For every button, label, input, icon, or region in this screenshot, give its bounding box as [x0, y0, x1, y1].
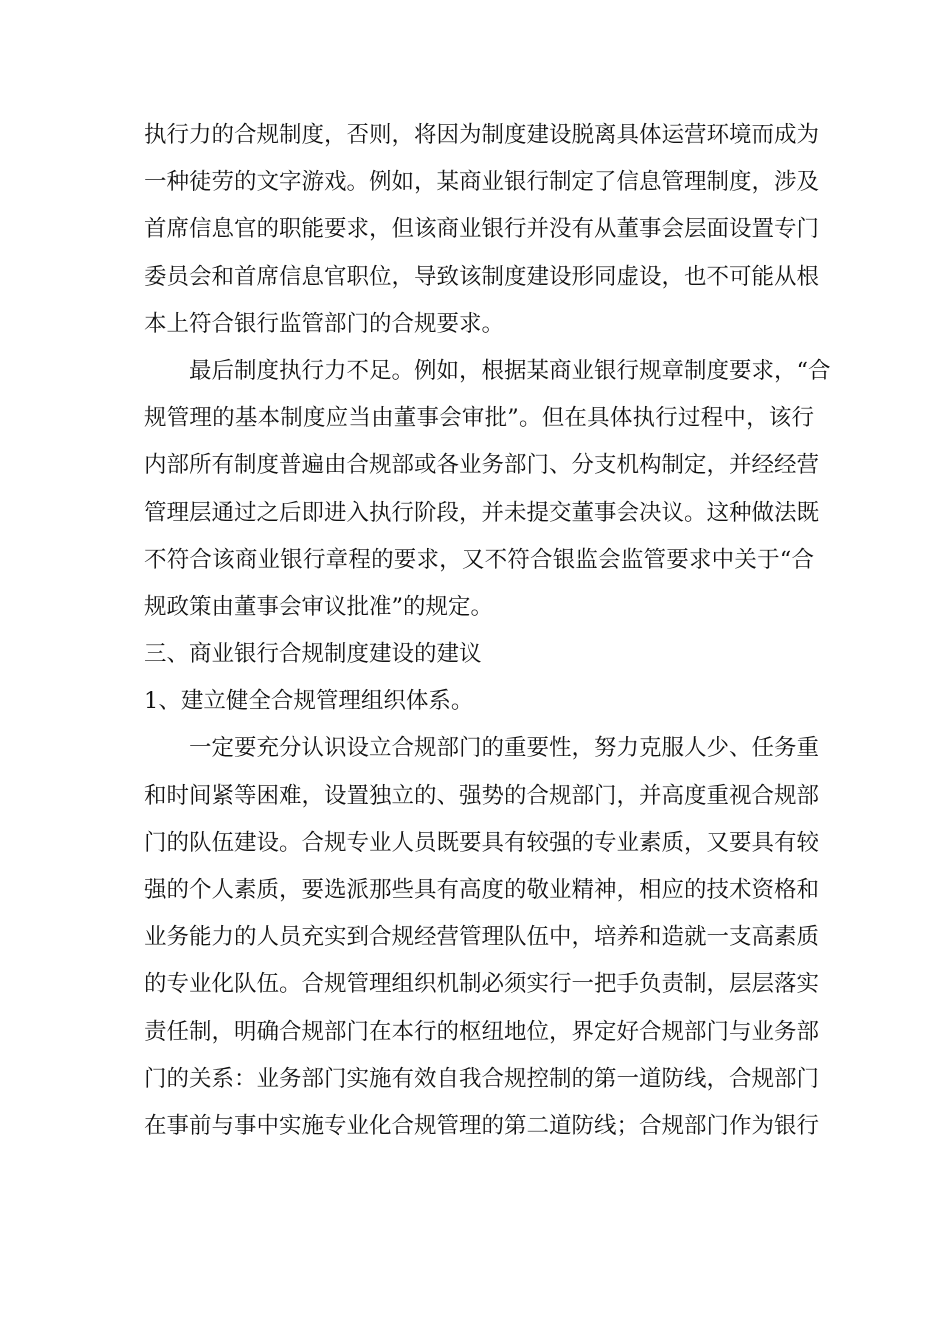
- text-line: 1、建立健全合规管理组织体系。: [144, 688, 474, 715]
- text-line: 一定要充分认识设立合规部门的重要性，努力克服人少、任务重: [189, 735, 820, 762]
- text-line: 和时间紧等困难，设置独立的、强势的合规部门，并高度重视合规部: [144, 782, 820, 809]
- text-line: 管理层通过之后即进入执行阶段，并未提交董事会决议。这种做法既: [144, 499, 820, 526]
- text-line: 执行力的合规制度，否则，将因为制度建设脱离具体运营环境而成为: [144, 122, 820, 148]
- text-line: 的专业化队伍。合规管理组织机制必须实行一把手负责制，层层落实: [144, 971, 820, 998]
- text-line: 本上符合银行监管部门的合规要求。: [144, 310, 505, 337]
- text-line: 三、商业银行合规制度建设的建议: [144, 641, 482, 668]
- text-line: 门的关系：业务部门实施有效自我合规控制的第一道防线，合规部门: [144, 1065, 820, 1092]
- paragraph: [144, 112, 820, 348]
- subsection-heading: [144, 678, 814, 725]
- document-body: [144, 112, 831, 1150]
- text-line: 规管理的基本制度应当由董事会审批”。但在具体执行过程中，该行: [144, 405, 814, 432]
- paragraph: [144, 348, 831, 631]
- text-line: 规政策由董事会审议批准”的规定。: [144, 593, 494, 620]
- text-line: 委员会和首席信息官职位，导致该制度建设形同虚设，也不可能从根: [144, 263, 820, 290]
- section-heading: [144, 631, 814, 678]
- paragraph: [144, 725, 820, 1150]
- text-line: 最后制度执行力不足。例如，根据某商业银行规章制度要求，“合: [189, 357, 831, 384]
- text-line: 门的队伍建设。合规专业人员既要具有较强的专业素质，又要具有较: [144, 829, 820, 856]
- text-line: 一种徒劳的文字游戏。例如，某商业银行制定了信息管理制度，涉及: [144, 169, 820, 196]
- text-line: 在事前与事中实施专业化合规管理的第二道防线；合规部门作为银行: [144, 1112, 820, 1139]
- text-line: 不符合该商业银行章程的要求，又不符合银监会监管要求中关于“合: [144, 546, 814, 573]
- text-line: 业务能力的人员充实到合规经营管理队伍中，培养和造就一支高素质: [144, 924, 820, 951]
- text-line: 责任制，明确合规部门在本行的枢纽地位，界定好合规部门与业务部: [144, 1018, 820, 1045]
- text-line: 内部所有制度普遍由合规部或各业务部门、分支机构制定，并经经营: [144, 452, 820, 479]
- text-line: 首席信息官的职能要求，但该商业银行并没有从董事会层面设置专门: [144, 216, 820, 243]
- text-line: 强的个人素质，要选派那些具有高度的敬业精神，相应的技术资格和: [144, 877, 820, 903]
